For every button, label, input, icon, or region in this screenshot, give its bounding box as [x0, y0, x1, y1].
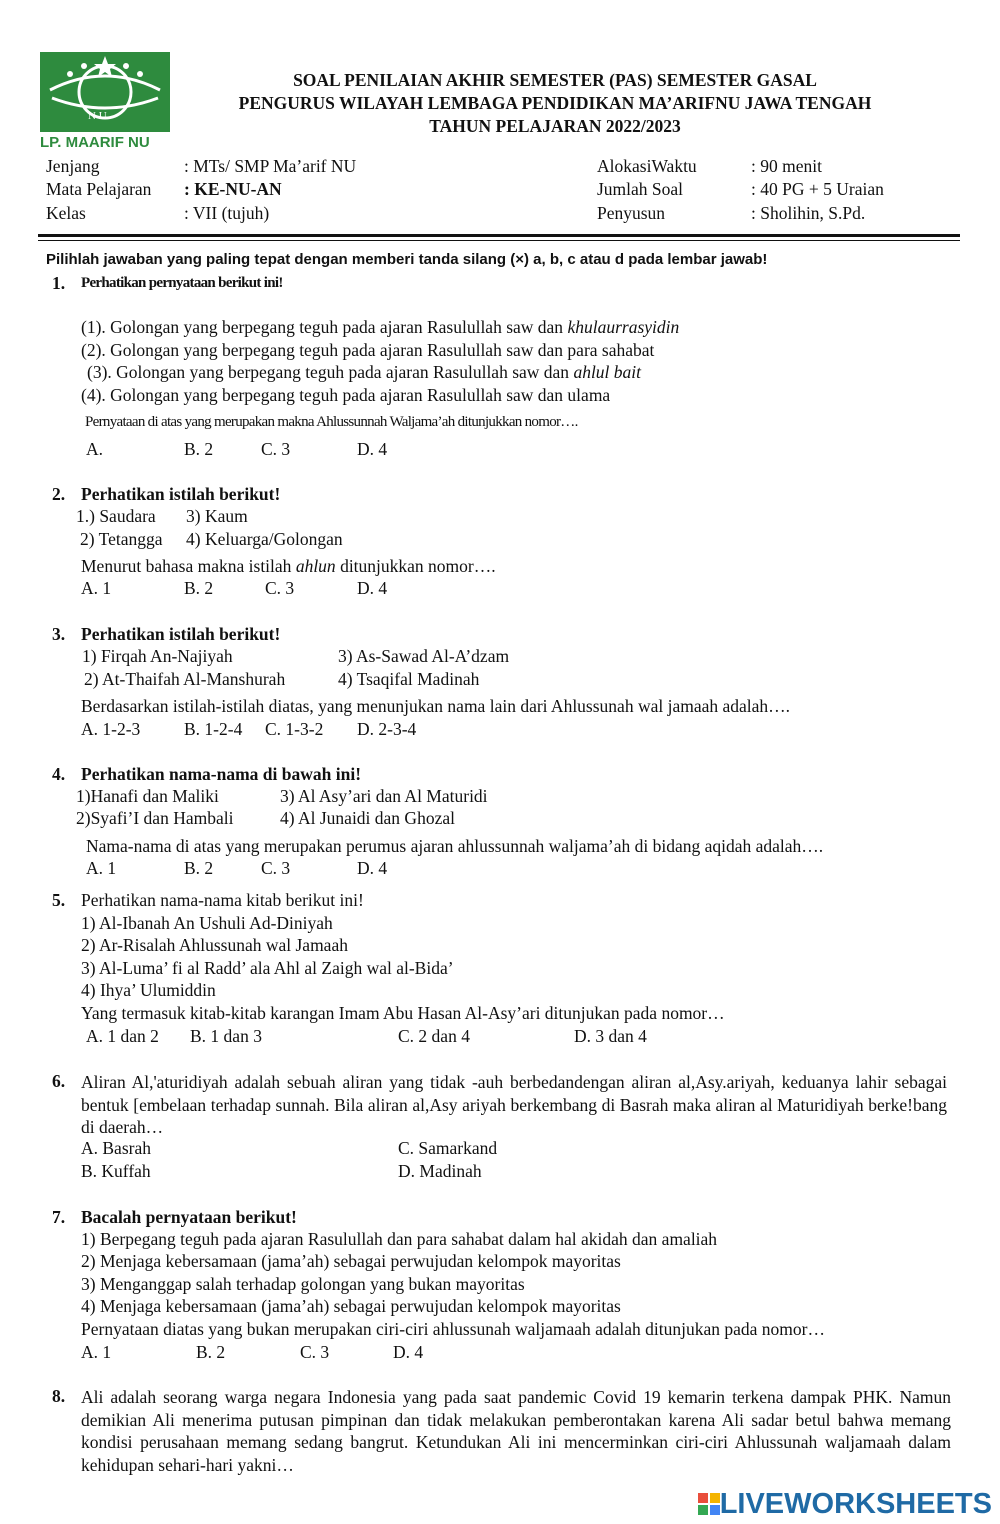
q1-option-b[interactable]: B. 2: [184, 439, 214, 459]
jumlah-value: : 40 PG + 5 Uraian: [751, 179, 884, 199]
jenjang-value: : MTs/ SMP Ma’arif NU: [184, 156, 357, 176]
q5-item-1: 1) Al-Ibanah An Ushuli Ad-Diniyah: [81, 913, 333, 933]
q4-option-d[interactable]: D. 4: [357, 858, 388, 878]
instruction: Pilihlah jawaban yang paling tepat dengan memberi tanda silang (×) a, b, c atau d pada lembar jawab!: [46, 251, 768, 268]
q2-item-4: 4) Keluarga/Golongan: [186, 529, 343, 549]
q5-question: Yang termasuk kitab-kitab karangan Imam Abu Hasan Al-Asy’ari ditunjukan pada nomor…: [81, 1003, 725, 1023]
q3-stem: Perhatikan istilah berikut!: [81, 624, 281, 644]
q1-number: 1.: [52, 273, 66, 293]
q3-number: 3.: [52, 624, 66, 644]
mapel-value: : KE-NU-AN: [184, 179, 282, 199]
q3-option-a[interactable]: A. 1-2-3: [81, 719, 141, 739]
q2-stem: Perhatikan istilah berikut!: [81, 484, 281, 504]
q2-option-c[interactable]: C. 3: [265, 578, 295, 598]
q1-statement-3: (3). Golongan yang berpegang teguh pada ajaran Rasulullah saw dan ahlul bait: [87, 362, 642, 382]
q5-stem: Perhatikan nama-nama kitab berikut ini!: [81, 890, 364, 910]
emblem-letters: N U: [88, 110, 107, 122]
q4-number: 4.: [52, 764, 66, 784]
q8-number: 8.: [52, 1386, 66, 1406]
q7-option-b[interactable]: B. 2: [196, 1342, 226, 1362]
q5-option-d[interactable]: D. 3 dan 4: [574, 1026, 647, 1046]
q7-item-2: 2) Menjaga kebersamaan (jama’ah) sebagai perwujudan kelompok mayoritas: [81, 1251, 621, 1271]
q5-option-b[interactable]: B. 1 dan 3: [190, 1026, 262, 1046]
q4-option-c[interactable]: C. 3: [261, 858, 291, 878]
q6-option-c[interactable]: C. Samarkand: [398, 1138, 498, 1158]
q5-item-4: 4) Ihya’ Ulumiddin: [81, 980, 216, 1000]
q5-number: 5.: [52, 890, 66, 910]
q2-option-b[interactable]: B. 2: [184, 578, 214, 598]
q3-item-3: 3) As-Sawad Al-A’dzam: [338, 646, 510, 666]
q1-statement-2: (2). Golongan yang berpegang teguh pada ajaran Rasulullah saw dan para sahabat: [81, 340, 655, 360]
q4-item-1: 1)Hanafi dan Maliki: [76, 786, 219, 806]
q4-item-2: 2)Syafi’I dan Hambali: [76, 808, 234, 828]
q7-option-a[interactable]: A. 1: [81, 1342, 112, 1362]
alokasi-label: AlokasiWaktu: [597, 156, 697, 176]
q1-option-a[interactable]: A.: [86, 439, 104, 459]
q3-question: Berdasarkan istilah-istilah diatas, yang menunjukan nama lain dari Ahlussunah wal jamaah adalah….: [81, 696, 791, 716]
q7-question: Pernyataan diatas yang bukan merupakan ciri-ciri ahlussunah waljamaah adalah ditunjukan pada nomor…: [81, 1319, 825, 1339]
q1-stem: Perhatikan pernyataan berikut ini!: [81, 275, 283, 291]
penyusun-value: : Sholihin, S.Pd.: [751, 203, 866, 223]
q6-text: Aliran Al,'aturidiyah adalah sebuah aliran yang tidak -auh berbedandengan aliran al,Asy.ariyah, keduanya lahir sebagai bentuk [embelaan terhadap sunnah. Bila aliran al,Asy ariyah berkembang di Basrah maka aliran al Maturidiyah berke!bang di daerah…: [81, 1072, 947, 1137]
q7-number: 7.: [52, 1207, 66, 1227]
q3-item-4: 4) Tsaqifal Madinah: [338, 669, 480, 689]
jenjang-label: Jenjang: [46, 156, 100, 176]
q1-question: Pernyataan di atas yang merupakan makna Ahlussunnah Waljama’ah ditunjukkan nomor….: [85, 414, 578, 430]
header-line-2: PENGURUS WILAYAH LEMBAGA PENDIDIKAN MA’ARIFNU JAWA TENGAH: [238, 93, 872, 113]
q6-option-d[interactable]: D. Madinah: [398, 1161, 482, 1181]
q3-option-c[interactable]: C. 1-3-2: [265, 719, 324, 739]
q2-item-1: 1.) Saudara: [76, 506, 156, 526]
q7-item-4: 4) Menjaga kebersamaan (jama’ah) sebagai perwujudan kelompok mayoritas: [81, 1296, 621, 1316]
q7-stem: Bacalah pernyataan berikut!: [81, 1207, 297, 1227]
q3-item-2: 2) At-Thaifah Al-Manshurah: [84, 669, 286, 689]
q5-item-3: 3) Al-Luma’ fi al Radd’ ala Ahl al Zaigh wal al-Bida’: [81, 958, 454, 978]
q4-stem: Perhatikan nama-nama di bawah ini!: [81, 764, 362, 784]
q4-item-4: 4) Al Junaidi dan Ghozal: [280, 808, 455, 828]
header-divider-thin: [38, 240, 960, 241]
q1-option-d[interactable]: D. 4: [357, 439, 388, 459]
q6-option-b[interactable]: B. Kuffah: [81, 1161, 151, 1181]
q2-option-d[interactable]: D. 4: [357, 578, 388, 598]
q7-option-c[interactable]: C. 3: [300, 1342, 330, 1362]
jumlah-label: Jumlah Soal: [597, 179, 684, 199]
q7-option-d[interactable]: D. 4: [393, 1342, 424, 1362]
q3-item-1: 1) Firqah An-Najiyah: [82, 646, 233, 666]
q2-item-2: 2) Tetangga: [80, 529, 163, 549]
q7-item-3: 3) Menganggap salah terhadap golongan yang bukan mayoritas: [81, 1274, 525, 1294]
q5-option-c[interactable]: C. 2 dan 4: [398, 1026, 470, 1046]
q2-item-3: 3) Kaum: [186, 506, 248, 526]
q2-option-a[interactable]: A. 1: [81, 578, 112, 598]
mapel-label: Mata Pelajaran: [46, 179, 152, 199]
nu-logo: [40, 52, 170, 132]
kelas-value: : VII (tujuh): [184, 203, 270, 223]
logo-label: LP. MAARIF NU: [40, 134, 150, 151]
header-divider-thick: [38, 234, 960, 237]
q4-question: Nama-nama di atas yang merupakan perumus ajaran ahlussunnah waljama’ah di bidang aqidah adalah….: [86, 836, 824, 856]
liveworksheets-watermark: LIVEWORKSHEETS: [719, 1488, 992, 1520]
q5-item-2: 2) Ar-Risalah Ahlussunah wal Jamaah: [81, 935, 348, 955]
q7-item-1: 1) Berpegang teguh pada ajaran Rasulullah dan para sahabat dalam hal akidah dan amaliah: [81, 1229, 718, 1249]
q5-option-a[interactable]: A. 1 dan 2: [86, 1026, 159, 1046]
q1-statement-1: (1). Golongan yang berpegang teguh pada ajaran Rasulullah saw dan khulaurrasyidin: [81, 317, 680, 337]
q3-option-b[interactable]: B. 1-2-4: [184, 719, 243, 739]
q6-option-a[interactable]: A. Basrah: [81, 1138, 151, 1158]
q8-text: Ali adalah seorang warga negara Indonesia yang pada saat pandemic Covid 19 kemarin terkena dampak PHK. Namun demikian Ali menerima putusan pimpinan dan tidak melakukan pemberontakan karena Ali sadar betul bahwa memang kondisi perusahaan memang sedang bangrut. Ketundukan Ali ini mencerminkan ciri-ciri Ahlussunah waljamaah dalam kehidupan sehari-hari yakni…: [81, 1387, 951, 1475]
q3-option-d[interactable]: D. 2-3-4: [357, 719, 417, 739]
q1-statement-4: (4). Golongan yang berpegang teguh pada ajaran Rasulullah saw dan ulama: [81, 385, 611, 405]
q4-item-3: 3) Al Asy’ari dan Al Maturidi: [280, 786, 488, 806]
kelas-label: Kelas: [46, 203, 86, 223]
liveworksheets-logo-icon: [698, 1493, 720, 1515]
header-line-1: SOAL PENILAIAN AKHIR SEMESTER (PAS) SEMESTER GASAL: [293, 70, 817, 90]
q6-number: 6.: [52, 1071, 66, 1091]
q1-option-c[interactable]: C. 3: [261, 439, 291, 459]
alokasi-value: : 90 menit: [751, 156, 822, 176]
header-line-3: TAHUN PELAJARAN 2022/2023: [429, 116, 681, 136]
penyusun-label: Penyusun: [597, 203, 666, 223]
q4-option-a[interactable]: A. 1: [86, 858, 117, 878]
q2-question: Menurut bahasa makna istilah ahlun ditunjukkan nomor….: [81, 556, 496, 576]
q2-number: 2.: [52, 484, 66, 504]
q4-option-b[interactable]: B. 2: [184, 858, 214, 878]
